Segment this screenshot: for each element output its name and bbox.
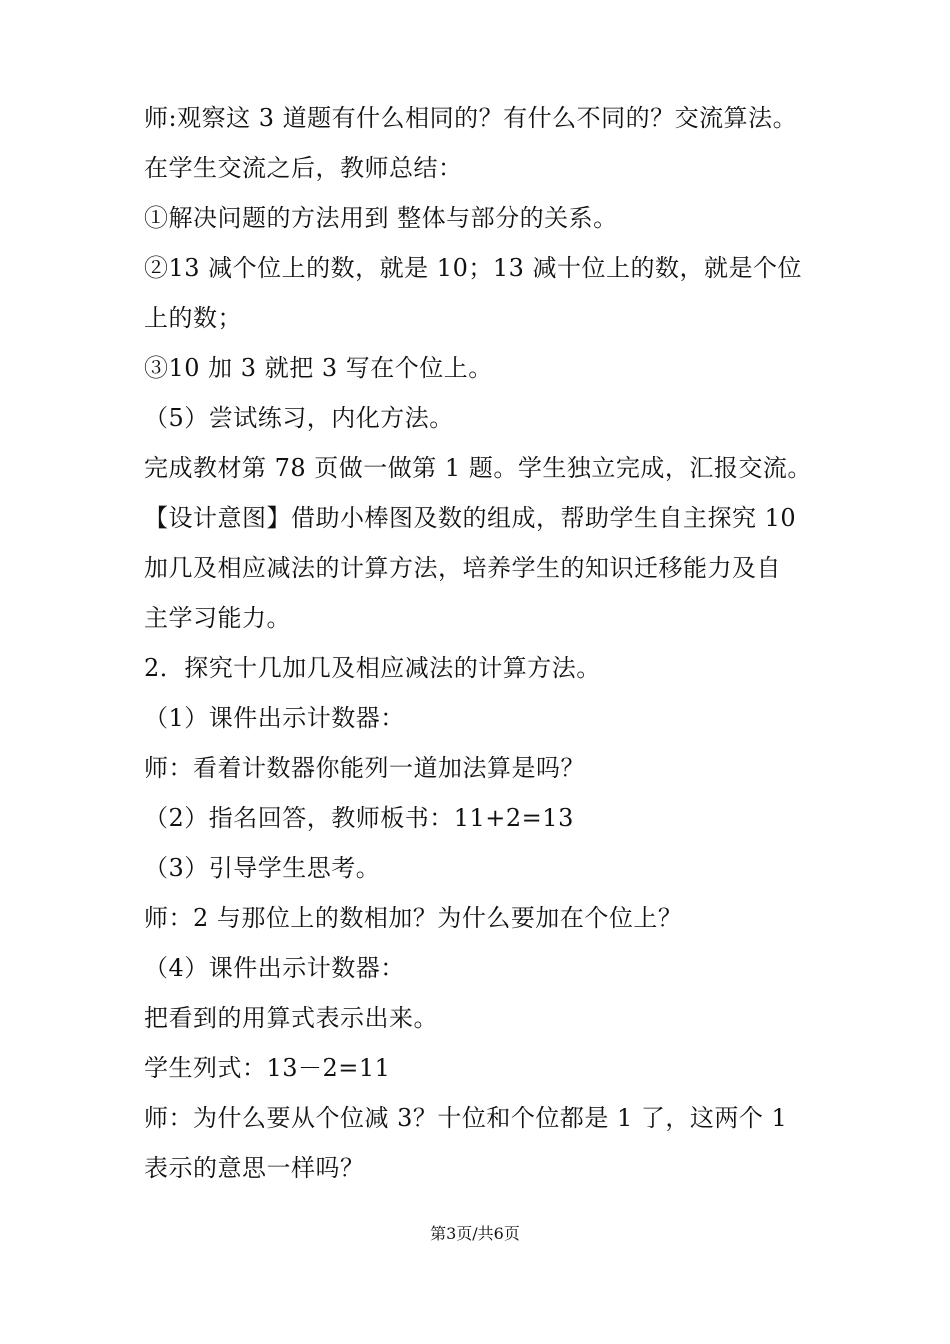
text-line: ③10 加 3 就把 3 写在个位上。 xyxy=(144,354,493,382)
text-line: 把看到的用算式表示出来。 xyxy=(144,1004,438,1032)
text-line: 师：为什么要从个位减 3？十位和个位都是 1 了，这两个 1 xyxy=(144,1104,788,1132)
text-line: 主学习能力。 xyxy=(144,604,291,632)
text-line: 完成教材第 78 页做一做第 1 题。学生独立完成，汇报交流。 xyxy=(144,454,812,482)
text-line: 表示的意思一样吗？ xyxy=(144,1154,365,1182)
text-line: 【设计意图】借助小棒图及数的组成，帮助学生自主探究 10 xyxy=(144,504,797,532)
text-line: （2）指名回答，教师板书：11+2=13 xyxy=(144,804,574,832)
text-line: （3）引导学生思考。 xyxy=(144,854,381,882)
text-line: 上的数； xyxy=(144,304,242,332)
text-line: 在学生交流之后，教师总结： xyxy=(144,154,463,182)
text-line: 师：看着计数器你能列一道加法算是吗？ xyxy=(144,754,585,782)
text-line: 2．探究十几加几及相应减法的计算方法。 xyxy=(144,654,601,682)
text-line: 学生列式：13－2=11 xyxy=(144,1054,391,1082)
text-line: 加几及相应减法的计算方法，培养学生的知识迁移能力及自 xyxy=(144,554,781,582)
page-number-footer: 第3页/共6页 xyxy=(430,1224,520,1243)
text-line: （4）课件出示计数器： xyxy=(144,954,405,982)
text-line: ①解决问题的方法用到 整体与部分的关系。 xyxy=(144,204,618,232)
text-line: 师:观察这 3 道题有什么相同的？有什么不同的？交流算法。 xyxy=(144,104,798,132)
text-line: ②13 减个位上的数，就是 10；13 减十位上的数，就是个位 xyxy=(144,254,803,282)
text-line: 师：2 与那位上的数相加？为什么要加在个位上？ xyxy=(144,904,683,932)
text-line: （1）课件出示计数器： xyxy=(144,704,405,732)
text-line: （5）尝试练习，内化方法。 xyxy=(144,404,454,432)
